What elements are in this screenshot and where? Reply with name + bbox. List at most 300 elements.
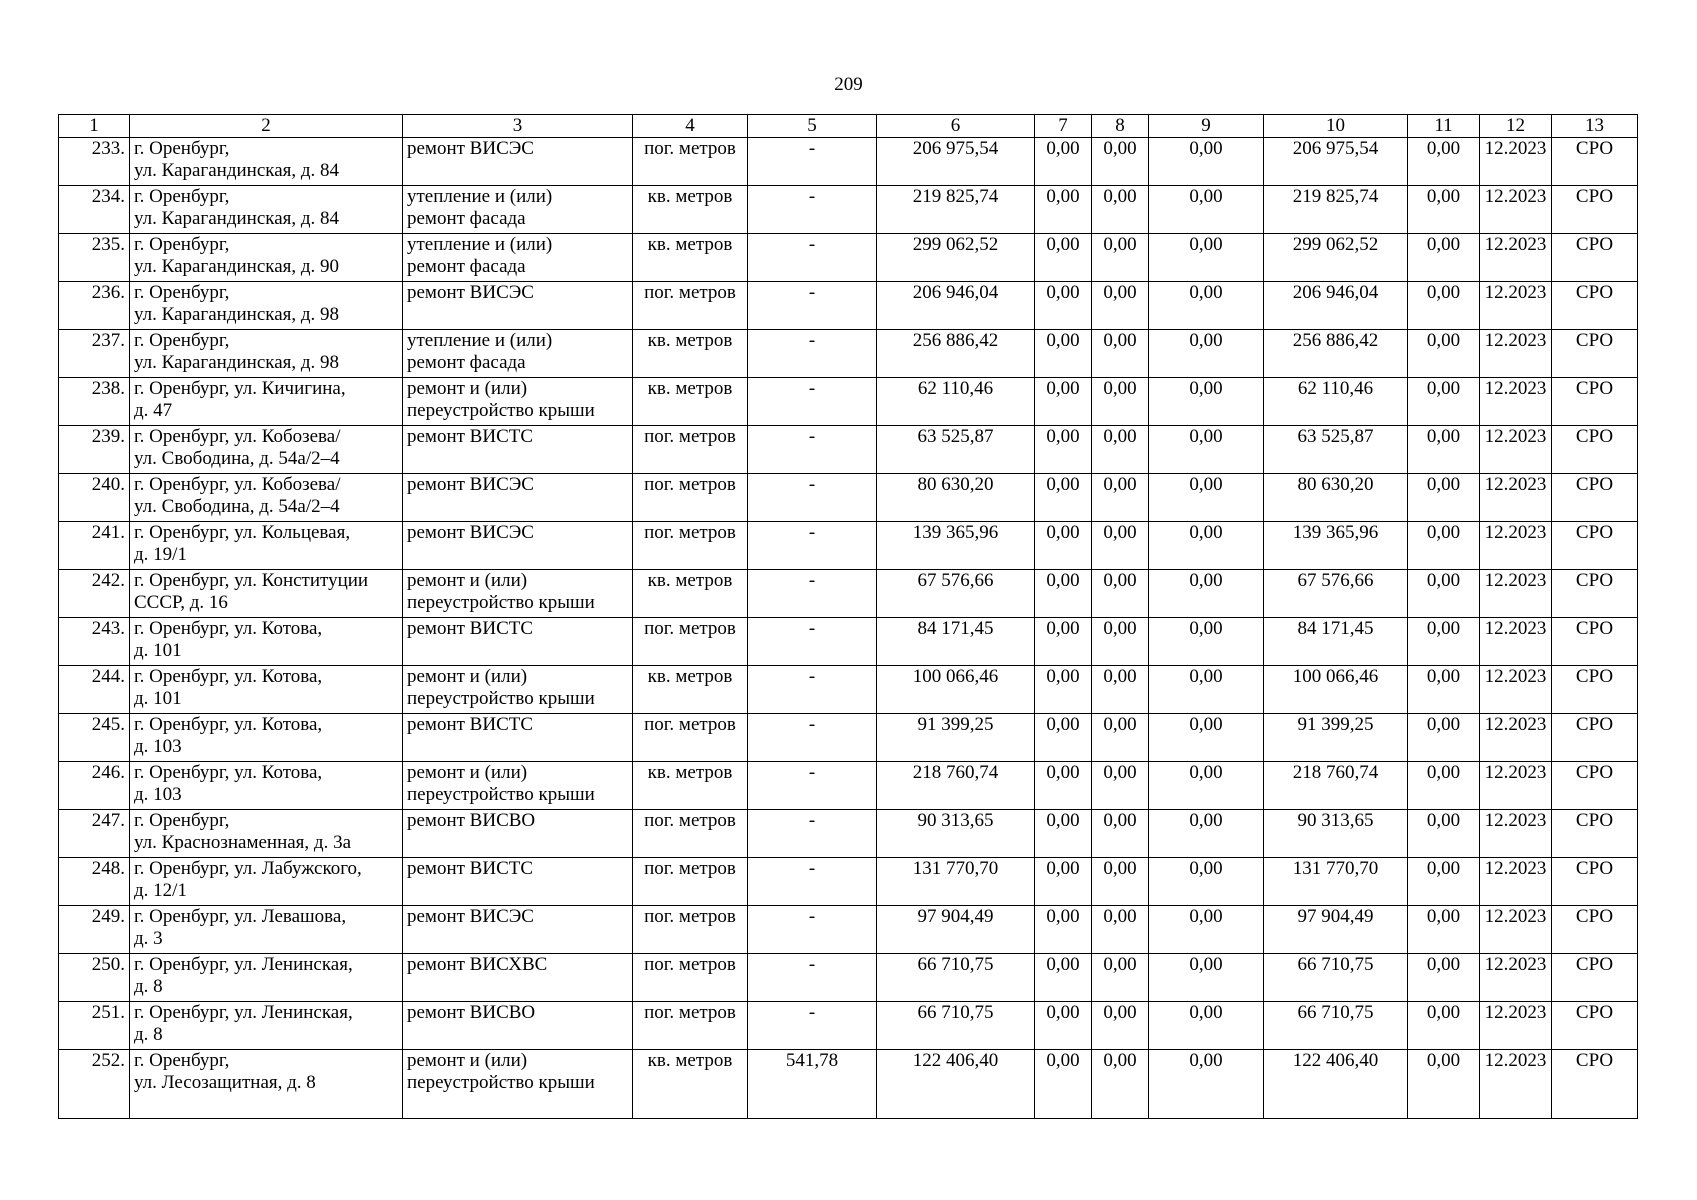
owners-funds-cell: 67 576,66 [1264,570,1408,618]
other-funds-cell: 0,00 [1408,474,1480,522]
address-line-1: г. Оренбург, ул. Кольцевая, [134,522,351,543]
total-cost-cell: 66 710,75 [877,1002,1035,1050]
fund-c-cell: 0,00 [1149,906,1264,954]
fund-c-cell: 0,00 [1149,138,1264,186]
executor-cell: СРО [1552,1050,1638,1119]
quantity-cell: - [748,522,877,570]
fund-b-cell: 0,00 [1092,522,1149,570]
table-row [59,474,1638,522]
address-line-2: ул. Свободина, д. 54а/2–4 [134,448,340,469]
fund-b-cell: 0,00 [1092,282,1149,330]
address-line-2: д. 101 [134,688,182,709]
work-type-line-1: ремонт ВИСЭС [407,522,534,543]
executor-cell: СРО [1552,474,1638,522]
work-type-cell [403,762,633,810]
unit-cell: кв. метров [633,762,748,810]
address-line-1: г. Оренбург, [134,330,230,351]
address-cell [130,522,403,570]
fund-a-cell: 0,00 [1035,810,1092,858]
executor-cell: СРО [1552,858,1638,906]
column-header-4: 4 [633,115,748,138]
fund-a-cell: 0,00 [1035,714,1092,762]
fund-a-cell: 0,00 [1035,330,1092,378]
quantity-cell: 541,78 [748,1050,877,1119]
address-line-2: д. 19/1 [134,544,187,565]
quantity-cell: - [748,618,877,666]
total-cost-cell: 139 365,96 [877,522,1035,570]
deadline-cell: 12.2023 [1480,1002,1552,1050]
address-line-1: г. Оренбург, ул. Кобозева/ [134,426,341,447]
work-type-line-1: ремонт и (или) [407,378,528,399]
unit-cell: пог. метров [633,810,748,858]
quantity-cell: - [748,714,877,762]
address-line-1: г. Оренбург, [134,186,230,207]
table-row [59,138,1638,186]
work-type-line-1: ремонт ВИСЭС [407,282,534,303]
unit-cell: пог. метров [633,714,748,762]
fund-a-cell: 0,00 [1035,666,1092,714]
work-type-cell [403,378,633,426]
fund-a-cell: 0,00 [1035,1050,1092,1119]
work-type-line-2: ремонт фасада [407,352,526,373]
address-line-2: ул. Карагандинская, д. 84 [134,160,340,181]
deadline-cell: 12.2023 [1480,330,1552,378]
work-type-line-1: ремонт ВИСВО [407,1002,536,1023]
fund-b-cell: 0,00 [1092,138,1149,186]
executor-cell: СРО [1552,426,1638,474]
executor-cell: СРО [1552,906,1638,954]
work-type-cell [403,714,633,762]
fund-c-cell: 0,00 [1149,810,1264,858]
table-row [59,234,1638,282]
executor-cell: СРО [1552,522,1638,570]
row-number-cell: 239. [59,426,130,474]
fund-c-cell: 0,00 [1149,762,1264,810]
quantity-cell: - [748,906,877,954]
column-header-13: 13 [1552,115,1638,138]
quantity-cell: - [748,474,877,522]
other-funds-cell: 0,00 [1408,714,1480,762]
address-line-1: г. Оренбург, [134,810,230,831]
total-cost-cell: 80 630,20 [877,474,1035,522]
work-type-line-1: ремонт ВИСТС [407,714,534,735]
column-header-8: 8 [1092,115,1149,138]
owners-funds-cell: 299 062,52 [1264,234,1408,282]
work-type-line-2: ремонт фасада [407,256,526,277]
fund-c-cell: 0,00 [1149,954,1264,1002]
work-type-line-1: ремонт ВИСТС [407,426,534,447]
work-type-cell [403,426,633,474]
address-cell [130,1050,403,1119]
address-cell [130,714,403,762]
total-cost-cell: 122 406,40 [877,1050,1035,1119]
other-funds-cell: 0,00 [1408,1002,1480,1050]
address-cell [130,186,403,234]
address-cell [130,138,403,186]
executor-cell: СРО [1552,234,1638,282]
work-type-line-1: ремонт ВИСТС [407,618,534,639]
column-header-7: 7 [1035,115,1092,138]
address-line-2: ул. Карагандинская, д. 90 [134,256,340,277]
owners-funds-cell: 97 904,49 [1264,906,1408,954]
work-type-cell [403,906,633,954]
work-type-cell [403,858,633,906]
quantity-cell: - [748,282,877,330]
owners-funds-cell: 66 710,75 [1264,954,1408,1002]
column-header-6: 6 [877,115,1035,138]
table-body [59,138,1638,1119]
table-row [59,762,1638,810]
address-cell [130,666,403,714]
quantity-cell: - [748,1002,877,1050]
unit-cell: кв. метров [633,1050,748,1119]
address-line-2: ул. Лесозащитная, д. 8 [134,1072,316,1093]
row-number-cell: 245. [59,714,130,762]
address-line-2: д. 103 [134,784,182,805]
work-type-line-2: переустройство крыши [407,784,595,805]
row-number-cell: 244. [59,666,130,714]
table-row [59,810,1638,858]
work-type-line-2: ремонт фасада [407,208,526,229]
quantity-cell: - [748,138,877,186]
address-cell [130,474,403,522]
header-row [59,115,1638,138]
fund-a-cell: 0,00 [1035,474,1092,522]
owners-funds-cell: 206 975,54 [1264,138,1408,186]
quantity-cell: - [748,186,877,234]
table-row [59,186,1638,234]
deadline-cell: 12.2023 [1480,234,1552,282]
table-row [59,906,1638,954]
unit-cell: пог. метров [633,426,748,474]
address-cell [130,234,403,282]
owners-funds-cell: 219 825,74 [1264,186,1408,234]
fund-b-cell: 0,00 [1092,186,1149,234]
quantity-cell: - [748,810,877,858]
work-type-line-1: ремонт ВИСЭС [407,906,534,927]
address-cell [130,330,403,378]
work-type-cell [403,618,633,666]
address-cell [130,378,403,426]
address-line-2: ул. Краснознаменная, д. 3а [134,832,352,853]
address-line-1: г. Оренбург, ул. Котова, [134,666,323,687]
work-type-line-1: ремонт ВИСВО [407,810,536,831]
address-line-1: г. Оренбург, [134,138,230,159]
work-type-cell [403,1002,633,1050]
work-type-cell [403,570,633,618]
address-line-1: г. Оренбург, ул. Котова, [134,618,323,639]
address-line-1: г. Оренбург, ул. Ленинская, [134,1002,353,1023]
column-header-1: 1 [59,115,130,138]
fund-c-cell: 0,00 [1149,186,1264,234]
total-cost-cell: 84 171,45 [877,618,1035,666]
other-funds-cell: 0,00 [1408,810,1480,858]
deadline-cell: 12.2023 [1480,138,1552,186]
total-cost-cell: 100 066,46 [877,666,1035,714]
fund-c-cell: 0,00 [1149,282,1264,330]
unit-cell: кв. метров [633,570,748,618]
fund-a-cell: 0,00 [1035,570,1092,618]
address-cell [130,810,403,858]
work-type-line-1: ремонт ВИСХВС [407,954,548,975]
unit-cell: кв. метров [633,186,748,234]
row-number-cell: 241. [59,522,130,570]
quantity-cell: - [748,234,877,282]
owners-funds-cell: 218 760,74 [1264,762,1408,810]
deadline-cell: 12.2023 [1480,810,1552,858]
work-type-line-2: переустройство крыши [407,400,595,421]
work-type-line-1: ремонт и (или) [407,1050,528,1071]
address-line-1: г. Оренбург, ул. Ленинская, [134,954,353,975]
address-cell [130,954,403,1002]
row-number-cell: 243. [59,618,130,666]
total-cost-cell: 62 110,46 [877,378,1035,426]
fund-c-cell: 0,00 [1149,1002,1264,1050]
table-row [59,714,1638,762]
address-cell [130,906,403,954]
column-header-10: 10 [1264,115,1408,138]
table-row [59,330,1638,378]
fund-a-cell: 0,00 [1035,858,1092,906]
other-funds-cell: 0,00 [1408,234,1480,282]
fund-a-cell: 0,00 [1035,618,1092,666]
total-cost-cell: 206 946,04 [877,282,1035,330]
quantity-cell: - [748,378,877,426]
table-header [59,115,1638,138]
other-funds-cell: 0,00 [1408,954,1480,1002]
total-cost-cell: 90 313,65 [877,810,1035,858]
other-funds-cell: 0,00 [1408,618,1480,666]
other-funds-cell: 0,00 [1408,1050,1480,1119]
column-header-5: 5 [748,115,877,138]
address-line-1: г. Оренбург, [134,282,230,303]
fund-a-cell: 0,00 [1035,426,1092,474]
work-type-line-1: ремонт ВИСЭС [407,474,534,495]
owners-funds-cell: 122 406,40 [1264,1050,1408,1119]
fund-a-cell: 0,00 [1035,378,1092,426]
executor-cell: СРО [1552,762,1638,810]
unit-cell: пог. метров [633,858,748,906]
fund-b-cell: 0,00 [1092,570,1149,618]
deadline-cell: 12.2023 [1480,282,1552,330]
work-type-line-1: ремонт и (или) [407,666,528,687]
executor-cell: СРО [1552,714,1638,762]
executor-cell: СРО [1552,666,1638,714]
unit-cell: пог. метров [633,138,748,186]
other-funds-cell: 0,00 [1408,906,1480,954]
fund-a-cell: 0,00 [1035,1002,1092,1050]
owners-funds-cell: 84 171,45 [1264,618,1408,666]
work-type-line-1: ремонт ВИСЭС [407,138,534,159]
work-type-line-2: переустройство крыши [407,688,595,709]
row-number-cell: 240. [59,474,130,522]
unit-cell: пог. метров [633,906,748,954]
executor-cell: СРО [1552,138,1638,186]
work-type-cell [403,474,633,522]
address-line-2: д. 101 [134,640,182,661]
row-number-cell: 250. [59,954,130,1002]
work-type-line-1: ремонт и (или) [407,570,528,591]
address-line-1: г. Оренбург, [134,1050,230,1071]
fund-b-cell: 0,00 [1092,810,1149,858]
address-line-2: д. 47 [134,400,173,421]
table-row [59,858,1638,906]
fund-c-cell: 0,00 [1149,666,1264,714]
fund-a-cell: 0,00 [1035,906,1092,954]
other-funds-cell: 0,00 [1408,378,1480,426]
address-line-2: ул. Карагандинская, д. 98 [134,352,340,373]
table-row [59,954,1638,1002]
unit-cell: пог. метров [633,522,748,570]
total-cost-cell: 91 399,25 [877,714,1035,762]
fund-c-cell: 0,00 [1149,522,1264,570]
table-row [59,282,1638,330]
work-type-cell [403,234,633,282]
address-cell [130,858,403,906]
work-type-cell [403,186,633,234]
column-header-2: 2 [130,115,403,138]
work-type-line-1: утепление и (или) [407,330,553,351]
deadline-cell: 12.2023 [1480,522,1552,570]
address-cell [130,282,403,330]
executor-cell: СРО [1552,810,1638,858]
address-line-2: д. 12/1 [134,880,187,901]
address-line-2: ул. Карагандинская, д. 98 [134,304,340,325]
fund-b-cell: 0,00 [1092,858,1149,906]
fund-c-cell: 0,00 [1149,234,1264,282]
address-line-1: г. Оренбург, ул. Левашова, [134,906,347,927]
unit-cell: кв. метров [633,666,748,714]
unit-cell: пог. метров [633,618,748,666]
quantity-cell: - [748,426,877,474]
table-row [59,570,1638,618]
fund-c-cell: 0,00 [1149,1050,1264,1119]
fund-a-cell: 0,00 [1035,138,1092,186]
unit-cell: кв. метров [633,234,748,282]
row-number-cell: 249. [59,906,130,954]
fund-c-cell: 0,00 [1149,714,1264,762]
row-number-cell: 246. [59,762,130,810]
work-type-line-2: переустройство крыши [407,592,595,613]
repair-plan-table [58,114,1638,1119]
fund-b-cell: 0,00 [1092,906,1149,954]
table-row [59,1050,1638,1119]
address-cell [130,426,403,474]
address-line-1: г. Оренбург, [134,234,230,255]
fund-c-cell: 0,00 [1149,858,1264,906]
quantity-cell: - [748,858,877,906]
owners-funds-cell: 206 946,04 [1264,282,1408,330]
other-funds-cell: 0,00 [1408,138,1480,186]
owners-funds-cell: 80 630,20 [1264,474,1408,522]
deadline-cell: 12.2023 [1480,186,1552,234]
address-line-1: г. Оренбург, ул. Кобозева/ [134,474,341,495]
row-number-cell: 238. [59,378,130,426]
total-cost-cell: 218 760,74 [877,762,1035,810]
fund-c-cell: 0,00 [1149,618,1264,666]
fund-b-cell: 0,00 [1092,426,1149,474]
table-row [59,618,1638,666]
row-number-cell: 234. [59,186,130,234]
unit-cell: кв. метров [633,378,748,426]
deadline-cell: 12.2023 [1480,378,1552,426]
total-cost-cell: 131 770,70 [877,858,1035,906]
other-funds-cell: 0,00 [1408,330,1480,378]
row-number-cell: 237. [59,330,130,378]
owners-funds-cell: 256 886,42 [1264,330,1408,378]
executor-cell: СРО [1552,186,1638,234]
fund-b-cell: 0,00 [1092,234,1149,282]
address-line-1: г. Оренбург, ул. Котова, [134,714,323,735]
other-funds-cell: 0,00 [1408,282,1480,330]
table-row [59,378,1638,426]
address-line-1: г. Оренбург, ул. Конституции [134,570,369,591]
deadline-cell: 12.2023 [1480,618,1552,666]
row-number-cell: 235. [59,234,130,282]
owners-funds-cell: 100 066,46 [1264,666,1408,714]
total-cost-cell: 63 525,87 [877,426,1035,474]
fund-b-cell: 0,00 [1092,618,1149,666]
total-cost-cell: 67 576,66 [877,570,1035,618]
fund-b-cell: 0,00 [1092,666,1149,714]
page-number: 209 [834,74,863,95]
row-number-cell: 248. [59,858,130,906]
table-row [59,666,1638,714]
work-type-cell [403,810,633,858]
work-type-cell [403,954,633,1002]
address-cell [130,762,403,810]
owners-funds-cell: 62 110,46 [1264,378,1408,426]
fund-b-cell: 0,00 [1092,1050,1149,1119]
row-number-cell: 233. [59,138,130,186]
address-line-1: г. Оренбург, ул. Котова, [134,762,323,783]
address-line-2: ул. Свободина, д. 54а/2–4 [134,496,340,517]
other-funds-cell: 0,00 [1408,522,1480,570]
total-cost-cell: 206 975,54 [877,138,1035,186]
deadline-cell: 12.2023 [1480,858,1552,906]
deadline-cell: 12.2023 [1480,474,1552,522]
address-cell [130,570,403,618]
work-type-line-2: переустройство крыши [407,1072,595,1093]
deadline-cell: 12.2023 [1480,762,1552,810]
owners-funds-cell: 131 770,70 [1264,858,1408,906]
owners-funds-cell: 139 365,96 [1264,522,1408,570]
total-cost-cell: 66 710,75 [877,954,1035,1002]
column-header-9: 9 [1149,115,1264,138]
fund-b-cell: 0,00 [1092,1002,1149,1050]
executor-cell: СРО [1552,954,1638,1002]
work-type-line-1: ремонт и (или) [407,762,528,783]
address-cell [130,618,403,666]
other-funds-cell: 0,00 [1408,426,1480,474]
work-type-cell [403,282,633,330]
other-funds-cell: 0,00 [1408,666,1480,714]
quantity-cell: - [748,762,877,810]
quantity-cell: - [748,570,877,618]
fund-a-cell: 0,00 [1035,234,1092,282]
fund-c-cell: 0,00 [1149,570,1264,618]
deadline-cell: 12.2023 [1480,1050,1552,1119]
unit-cell: пог. метров [633,954,748,1002]
deadline-cell: 12.2023 [1480,666,1552,714]
executor-cell: СРО [1552,618,1638,666]
fund-a-cell: 0,00 [1035,186,1092,234]
column-header-12: 12 [1480,115,1552,138]
column-header-3: 3 [403,115,633,138]
row-number-cell: 236. [59,282,130,330]
work-type-cell [403,1050,633,1119]
address-line-2: ул. Карагандинская, д. 84 [134,208,340,229]
